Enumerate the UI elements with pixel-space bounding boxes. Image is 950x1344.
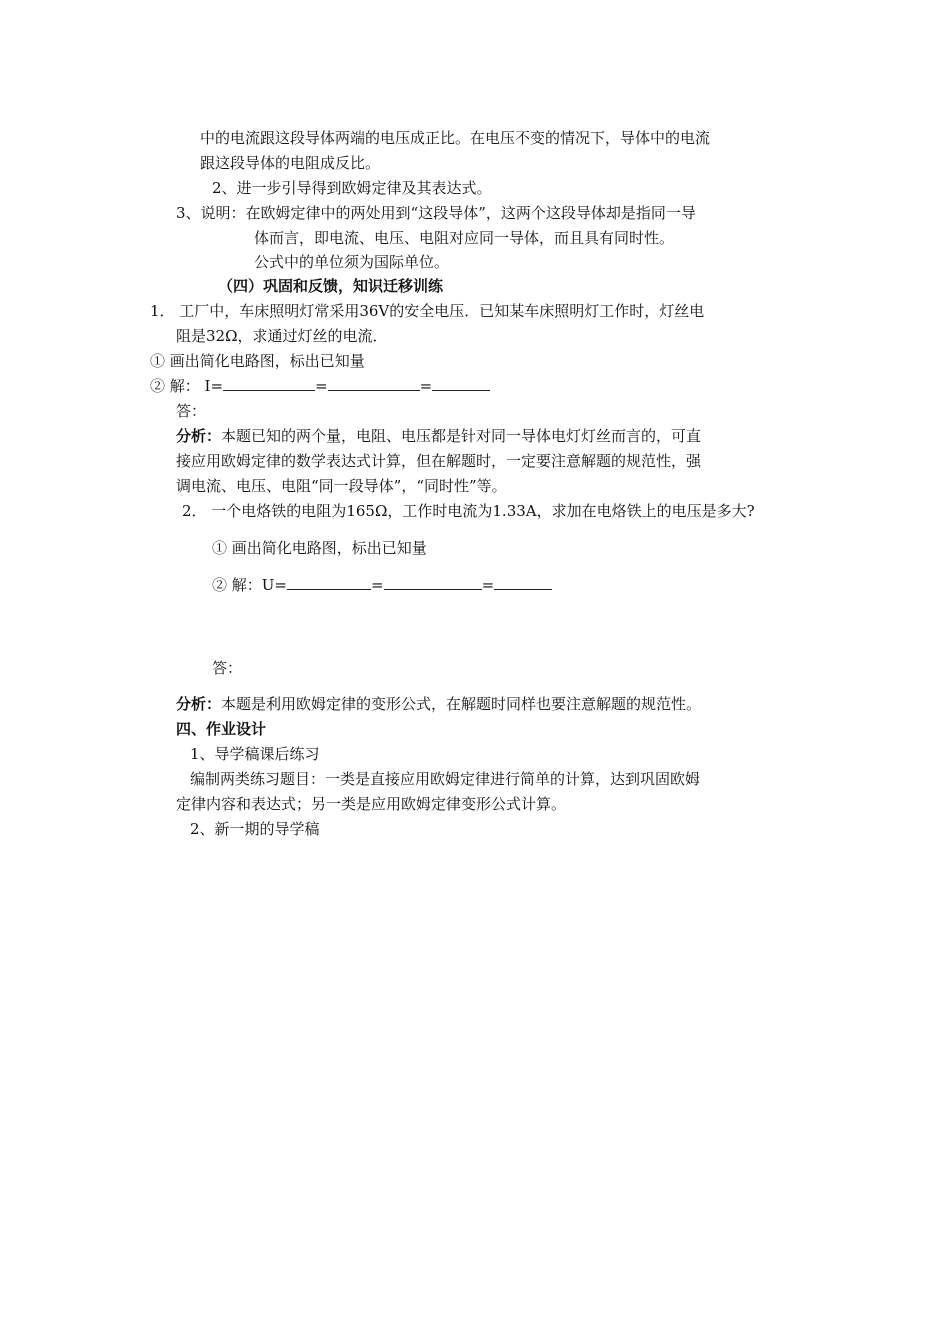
analysis-line: 接应用欧姆定律的数学表达式计算，但在解题时，一定要注意解题的规范性，强 [176, 452, 702, 470]
question-1-step: ① 画出简化电路图，标出已知量 [150, 352, 365, 370]
question-1-line: 1． 工厂中，车床照明灯常采用36V的安全电压．已知某车床照明灯工作时，灯丝电 [150, 302, 705, 320]
answer-blank[interactable] [328, 376, 420, 391]
section-heading: 四、作业设计 [176, 720, 267, 738]
analysis-line [176, 694, 701, 714]
question-2-step: ① 画出简化电路图，标出已知量 [212, 539, 427, 557]
homework-line: 编制两类练习题目：一类是直接应用欧姆定律进行简单的计算，达到巩固欧姆 [190, 770, 701, 788]
equals-sign: = [370, 576, 384, 594]
question-2-line: 2． 一个电烙铁的电阻为165Ω，工作时电流为1.33A，求加在电烙铁上的电压是多大? [182, 502, 755, 520]
paragraph-line: 跟这段导体的电阻成反比。 [200, 154, 381, 172]
answer-blank[interactable] [494, 575, 552, 590]
answer-blank[interactable] [384, 575, 482, 590]
question-1-line: 阻是32Ω，求通过灯丝的电流． [176, 327, 388, 345]
paragraph-line: 体而言，即电流、电压、电阻对应同一导体，而且具有同时性。 [254, 229, 675, 247]
solution-label: ② 解：U= [212, 576, 287, 594]
answer-blank[interactable] [432, 376, 490, 391]
paragraph-line: 中的电流跟这段导体两端的电压成正比。在电压不变的情况下，导体中的电流 [200, 129, 711, 147]
answer-label: 答： [212, 659, 243, 677]
homework-line: 定律内容和表达式；另一类是应用欧姆定律变形公式计算。 [176, 795, 567, 813]
solution-label: ② 解： I= [150, 377, 224, 395]
paragraph-line: 2、进一步引导得到欧姆定律及其表达式。 [212, 179, 492, 197]
question-1-solution [150, 376, 490, 396]
equals-sign: = [315, 377, 328, 395]
analysis-text: 本题已知的两个量，电阻、电压都是针对同一导体电灯灯丝而言的，可直 [221, 427, 702, 445]
homework-item: 2、新一期的导学稿 [190, 820, 320, 838]
analysis-text: 本题是利用欧姆定律的变形公式，在解题时同样也要注意解题的规范性。 [221, 695, 702, 713]
answer-blank[interactable] [287, 575, 371, 590]
answer-label: 答： [176, 402, 207, 420]
analysis-label: 分析： [176, 427, 222, 445]
answer-blank[interactable] [223, 376, 315, 391]
paragraph-line: 3、说明：在欧姆定律中的两处用到“这段导体”，这两个这段导体却是指同一导 [176, 204, 696, 222]
equals-sign: = [419, 377, 433, 395]
paragraph-line: 公式中的单位须为国际单位。 [254, 253, 450, 271]
question-2-solution [212, 575, 552, 595]
analysis-line: 调电流、电压、电阻“同一段导体”，“同时性”等。 [176, 477, 507, 495]
homework-item: 1、导学稿课后练习 [190, 745, 320, 763]
section-heading: （四）巩固和反馈，知识迁移训练 [218, 277, 444, 295]
analysis-line [176, 426, 701, 446]
equals-sign: = [481, 576, 495, 594]
analysis-label: 分析： [176, 695, 222, 713]
